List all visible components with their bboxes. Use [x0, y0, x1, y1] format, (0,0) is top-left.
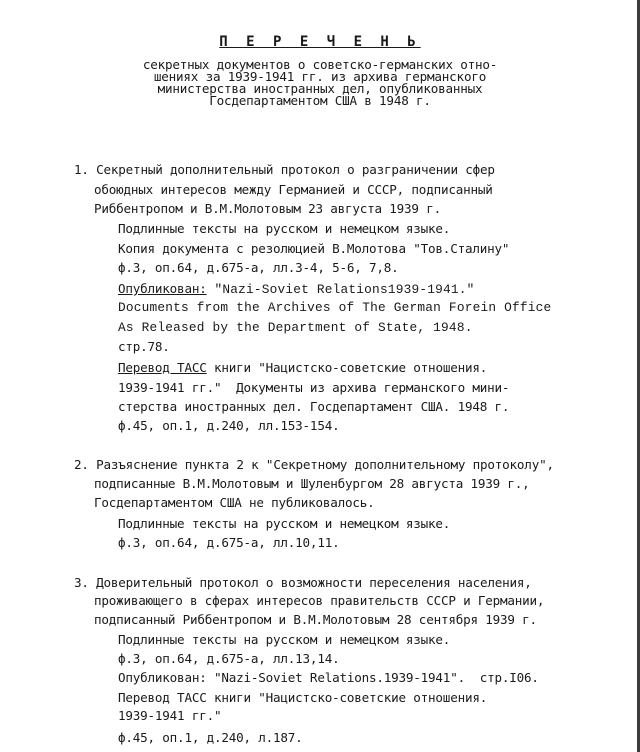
item-1-line: обоюдных интересов между Германией и СССР, подписанный	[94, 182, 493, 197]
item-3-published: Опубликован: "Nazi-Soviet Relations.1939-1941". стр.I06.	[118, 670, 539, 685]
item-2-detail: Подлинные тексты на русском и немецком языке.	[118, 516, 451, 531]
item-1-detail: Подлинные тексты на русском и немецком языке.	[118, 221, 451, 236]
subtitle-line: секретных документов о советско-германских отно-	[142, 57, 498, 72]
item-1-translation-line: стерства иностранных дел. Госдепартамент США. 1948 г.	[118, 399, 510, 414]
item-1-detail: Копия документа с резолюцией В.Молотова "Тов.Сталину"	[118, 241, 510, 256]
subtitle-line: министерства иностранных дел, опубликованных	[157, 81, 483, 96]
item-3-translation: Перевод ТАСС книги "Нацистско-советские отношения.	[118, 690, 488, 705]
item-3-detail: Подлинные тексты на русском и немецком языке.	[118, 632, 451, 647]
item-3-line: проживающего в сферах интересов правительств СССР и Германии,	[94, 593, 545, 608]
item-3-archive-ref: ф.3, оп.64, д.675-а, лл.13,14.	[118, 651, 340, 666]
item-3-translation-line: 1939-1941 гг."	[118, 708, 222, 723]
item-1-page: стр.78.	[118, 339, 170, 354]
document-title: П Е Р Е Ч Е Н Ь	[219, 34, 421, 50]
english-source-line: As Released by the Department of State, 1948.	[118, 320, 473, 335]
item-3-line: подписанный Риббентропом и В.М.Молотовым 28 сентября 1939 г.	[94, 612, 537, 627]
english-source-line: Documents from the Archives of The German Forein Office	[118, 300, 552, 315]
item-2-heading: 2. Разъяснение пункта 2 к "Секретному дополнительному протоколу",	[74, 457, 554, 472]
item-1-translation-line: 1939-1941 гг." Документы из архива германского мини-	[118, 380, 510, 395]
item-1-heading: 1. Секретный дополнительный протокол о разграничении сфер	[74, 162, 495, 177]
item-1-archive-ref: ф.45, оп.1, д.240, лл.153-154.	[118, 418, 340, 433]
item-2-archive-ref: ф.3, оп.64, д.675-а, лл.10,11.	[118, 535, 340, 550]
item-2-line: подписанные В.М.Молотовым и Шуленбургом 28 августа 1939 г.,	[94, 476, 530, 491]
item-1-archive-ref: ф.3, оп.64, д.675-а, лл.3-4, 5-6, 7,8.	[118, 260, 399, 275]
item-3-heading: 3. Доверительный протокол о возможности переселения населения,	[74, 575, 532, 590]
item-3-archive-ref: ф.45, оп.1, д.240, л.187.	[118, 730, 303, 745]
translation-label: Перевод ТАСС	[118, 360, 207, 375]
translation-text: книги "Нацистско-советские отношения.	[206, 360, 488, 375]
subtitle-line: Госдепартаментом США в 1948 г.	[209, 93, 431, 108]
item-1-line: Риббентропом и В.М.Молотовым 23 августа 1939 г.	[94, 201, 441, 216]
item-1-published	[118, 283, 475, 297]
item-2-line: Госдепартаментом США не публиковалось.	[94, 495, 375, 510]
published-title: "Nazi-Soviet Relations1939-1941."	[206, 282, 475, 297]
subtitle-line: шениях за 1939-1941 гг. из архива германского	[153, 69, 487, 84]
item-1-translation	[118, 362, 487, 375]
published-label: Опубликован:	[118, 281, 207, 296]
